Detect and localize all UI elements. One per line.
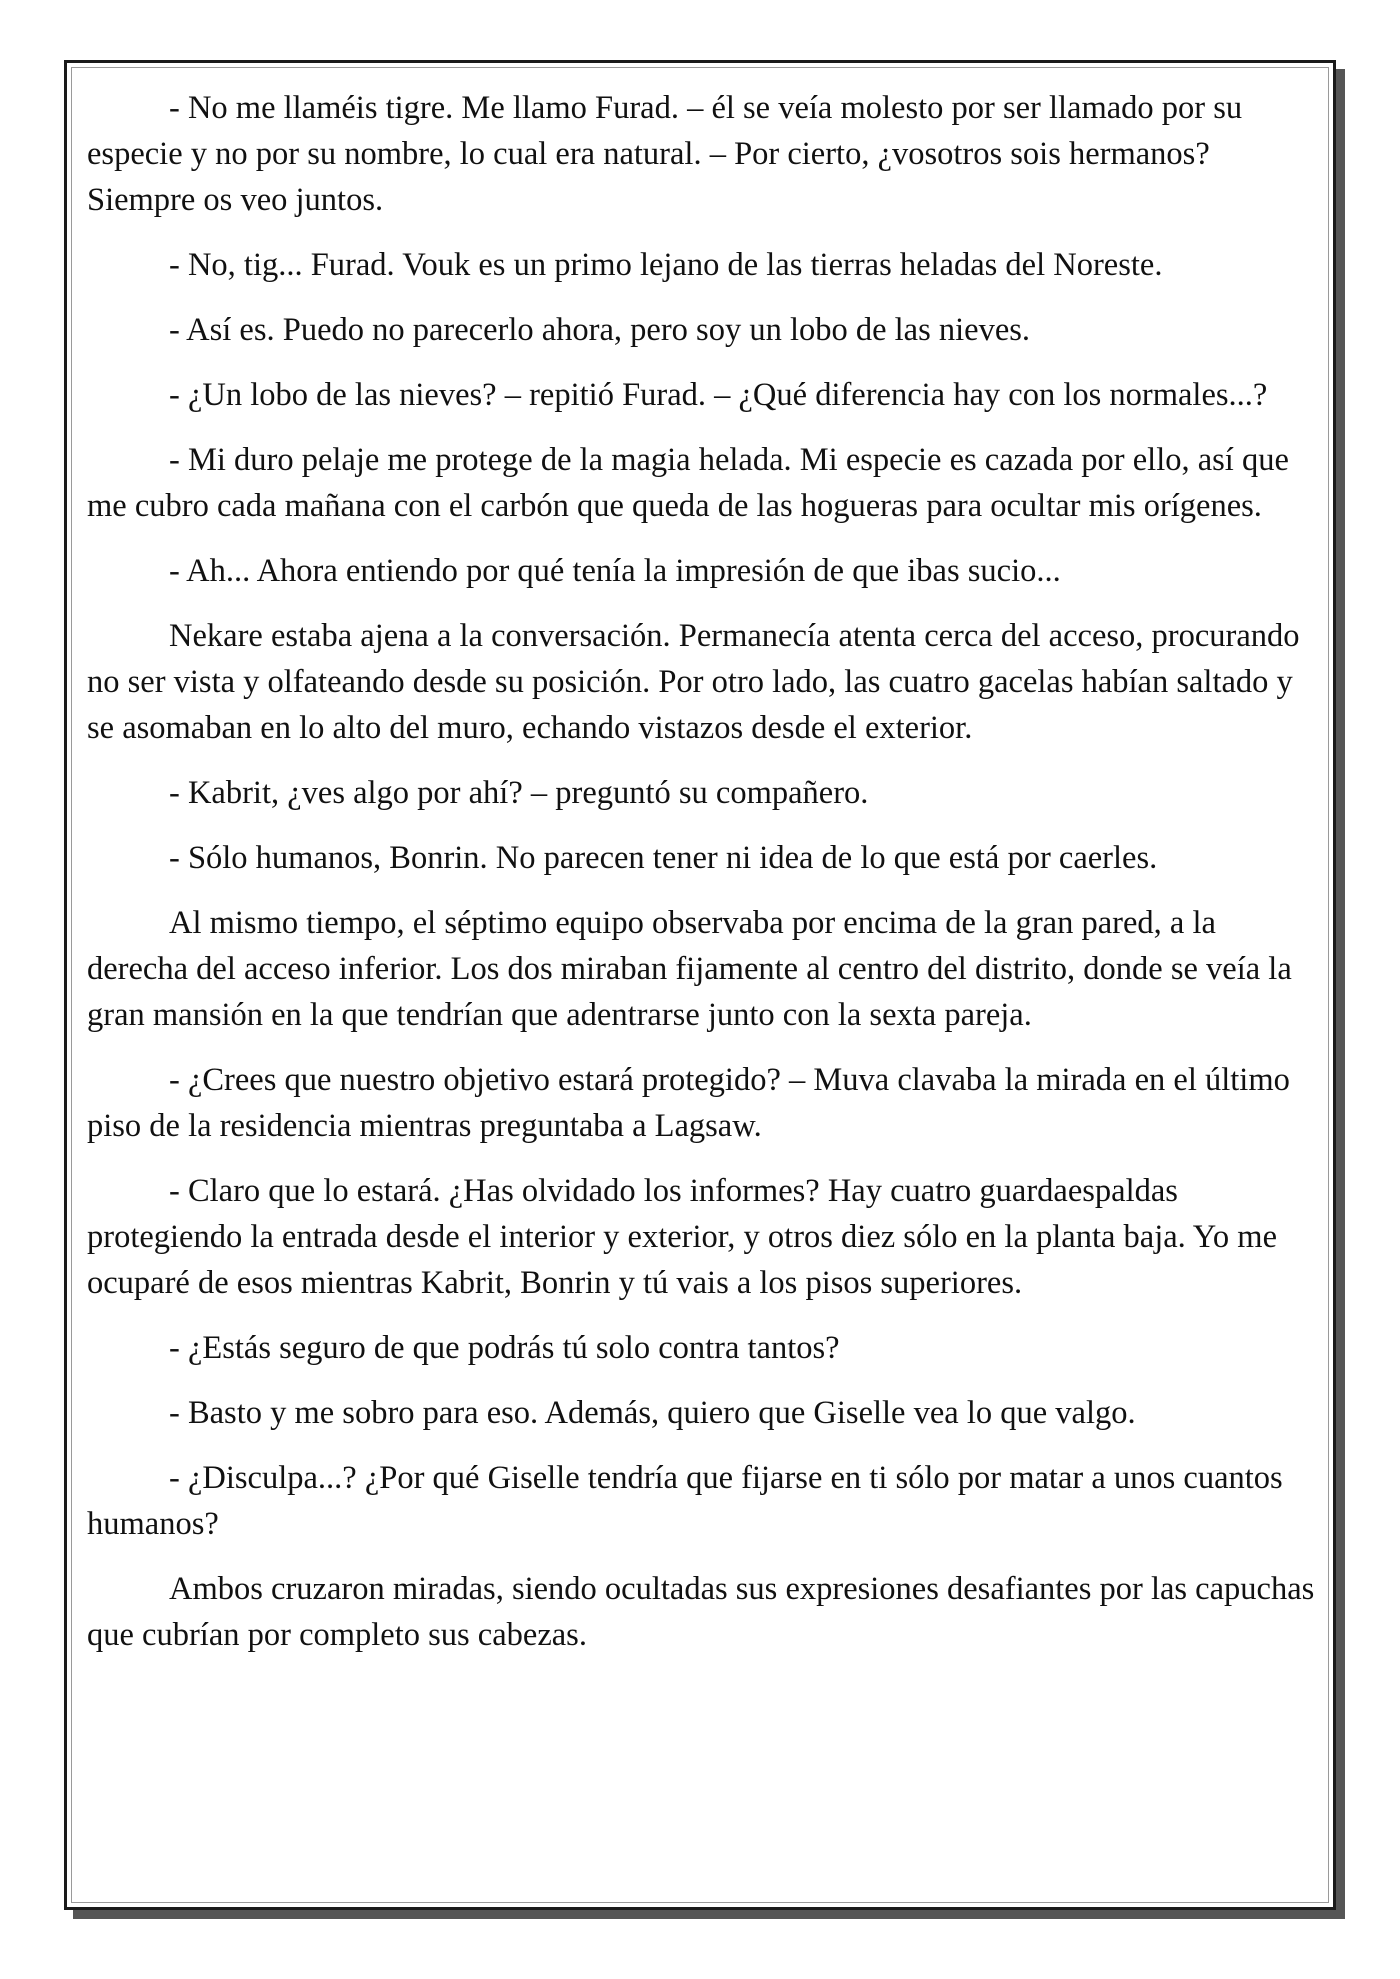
paragraph-5: - Mi duro pelaje me protege de la magia helada. Mi especie es cazada por ello, así que me cubro cada mañana con el carbón que queda de las hogueras para ocultar mis orígenes. [87,442,1289,524]
paragraph-3: - Así es. Puedo no parecerlo ahora, pero soy un lobo de las nieves. [169,312,1031,348]
paragraph-9: - Sólo humanos, Bonrin. No parecen tener ni idea de lo que está por caerles. [169,840,1158,876]
paragraph-10: Al mismo tiempo, el séptimo equipo observaba por encima de la gran pared, a la derecha del acceso inferior. Los dos miraban fijamente al centro del distrito, donde se veía la gran mansión en la que tendrían que adentrarse junto con la sexta pareja. [87,905,1292,1033]
paragraph-4: - ¿Un lobo de las nieves? – repitió Furad. – ¿Qué diferencia hay con los normales...? [169,377,1268,413]
paragraph-8: - Kabrit, ¿ves algo por ahí? – preguntó su compañero. [169,775,869,811]
paragraph-14: - Basto y me sobro para eso. Además, quiero que Giselle vea lo que valgo. [169,1395,1136,1431]
paragraph-15: - ¿Disculpa...? ¿Por qué Giselle tendría que fijarse en ti sólo por matar a unos cuantos humanos? [87,1460,1283,1542]
paragraph-13: - ¿Estás seguro de que podrás tú solo contra tantos? [169,1330,840,1366]
paragraph-7: Nekare estaba ajena a la conversación. Permanecía atenta cerca del acceso, procurando no ser vista y olfateando desde su posición. Por otro lado, las cuatro gacelas habían saltado y se asomaban en lo alto del muro, echando vistazos desde el exterior. [87,618,1300,746]
paragraph-6: - Ah... Ahora entiendo por qué tenía la impresión de que ibas sucio... [169,553,1061,589]
page-frame [64,60,1336,1910]
paragraph-16: Ambos cruzaron miradas, siendo ocultadas sus expresiones desafiantes por las capuchas que cubrían por completo sus cabezas. [87,1571,1315,1653]
document-body [87,85,1319,1658]
paragraph-11: - ¿Crees que nuestro objetivo estará protegido? – Muva clavaba la mirada en el último piso de la residencia mientras preguntaba a Lagsaw. [87,1062,1290,1144]
paragraph-12: - Claro que lo estará. ¿Has olvidado los informes? Hay cuatro guardaespaldas protegiendo la entrada desde el interior y exterior, y otros diez sólo en la planta baja. Yo me ocuparé de esos mientras Kabrit, Bonrin y tú vais a los pisos superiores. [87,1173,1277,1301]
paragraph-1: - No me llaméis tigre. Me llamo Furad. – él se veía molesto por ser llamado por su especie y no por su nombre, lo cual era natural. – Por cierto, ¿vosotros sois hermanos? Siempre os veo juntos. [87,90,1243,218]
paragraph-2: - No, tig... Furad. Vouk es un primo lejano de las tierras heladas del Noreste. [169,247,1163,283]
